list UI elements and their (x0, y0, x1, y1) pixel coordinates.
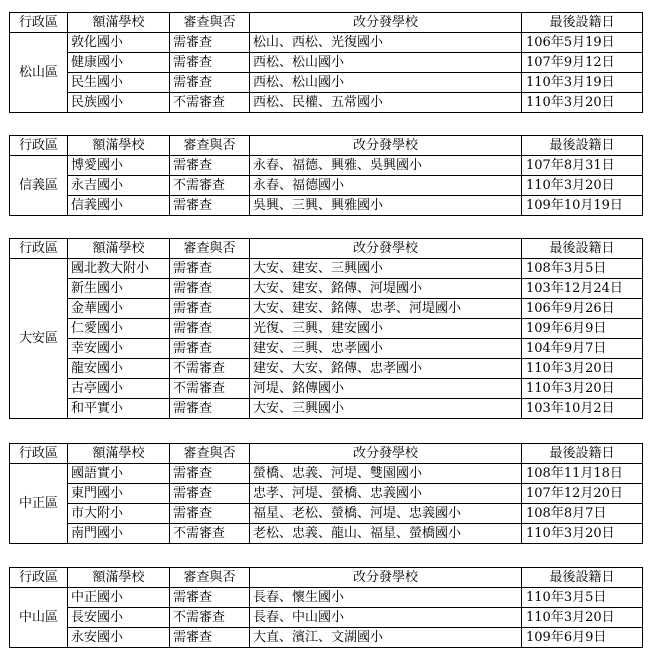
reassign-schools-cell: 長春、懷生國小 (250, 588, 522, 608)
district-name: 松山區 (10, 33, 68, 113)
header-row (10, 444, 643, 464)
table-row (10, 359, 643, 379)
table-row (10, 484, 643, 504)
full-school-cell: 信義國小 (68, 196, 170, 216)
header-last-registration-date: 最後設籍日 (522, 136, 643, 156)
reassign-schools-cell: 永春、福德國小 (250, 176, 522, 196)
table-row (10, 259, 643, 279)
last-registration-date-cell: 107年12月20日 (522, 484, 643, 504)
last-registration-date-cell: 110年3月5日 (522, 588, 643, 608)
reassign-schools-cell: 大安、建安、三興國小 (250, 259, 522, 279)
review-status-cell: 需審查 (170, 279, 250, 299)
header-row (10, 13, 643, 33)
full-school-cell: 國北教大附小 (68, 259, 170, 279)
review-status-cell: 需審查 (170, 73, 250, 93)
reassign-schools-cell: 大安、三興國小 (250, 399, 522, 419)
review-status-cell: 需審查 (170, 464, 250, 484)
reassign-schools-cell: 河堤、銘傳國小 (250, 379, 522, 399)
full-school-cell: 中正國小 (68, 588, 170, 608)
last-registration-date-cell: 108年11月18日 (522, 464, 643, 484)
header-full-school: 額滿學校 (68, 136, 170, 156)
header-district: 行政區 (10, 239, 68, 259)
last-registration-date-cell: 108年8月7日 (522, 504, 643, 524)
last-registration-date-cell: 110年3月20日 (522, 93, 643, 113)
reassign-schools-cell: 大安、建安、銘傳、河堤國小 (250, 279, 522, 299)
review-status-cell: 不需審查 (170, 524, 250, 544)
review-status-cell: 不需審查 (170, 379, 250, 399)
header-full-school: 額滿學校 (68, 13, 170, 33)
reassign-schools-cell: 長春、中山國小 (250, 608, 522, 628)
header-district: 行政區 (10, 568, 68, 588)
table-row (10, 608, 643, 628)
reassign-schools-cell: 大安、建安、銘傳、忠孝、河堤國小 (250, 299, 522, 319)
review-status-cell: 需審查 (170, 156, 250, 176)
last-registration-date-cell: 110年3月19日 (522, 73, 643, 93)
reassign-schools-cell: 光復、三興、建安國小 (250, 319, 522, 339)
district-name: 信義區 (10, 156, 68, 216)
header-district: 行政區 (10, 444, 68, 464)
review-status-cell: 需審查 (170, 259, 250, 279)
full-school-cell: 民生國小 (68, 73, 170, 93)
review-status-cell: 需審查 (170, 196, 250, 216)
last-registration-date-cell: 108年3月5日 (522, 259, 643, 279)
last-registration-date-cell: 107年9月12日 (522, 53, 643, 73)
last-registration-date-cell: 106年5月19日 (522, 33, 643, 53)
review-status-cell: 需審查 (170, 339, 250, 359)
table-row (10, 588, 643, 608)
table-row (10, 319, 643, 339)
full-school-cell: 永安國小 (68, 628, 170, 648)
full-school-cell: 幸安國小 (68, 339, 170, 359)
full-school-cell: 國語實小 (68, 464, 170, 484)
last-registration-date-cell: 106年9月26日 (522, 299, 643, 319)
header-row (10, 136, 643, 156)
district-table (9, 567, 643, 648)
district-name: 大安區 (10, 259, 68, 419)
review-status-cell: 不需審查 (170, 608, 250, 628)
full-school-cell: 和平實小 (68, 399, 170, 419)
table-row (10, 399, 643, 419)
header-last-registration-date: 最後設籍日 (522, 444, 643, 464)
table-row (10, 53, 643, 73)
review-status-cell: 不需審查 (170, 93, 250, 113)
table-row (10, 628, 643, 648)
full-school-cell: 金華國小 (68, 299, 170, 319)
reassign-schools-cell: 西松、松山國小 (250, 53, 522, 73)
reassign-schools-cell: 松山、西松、光復國小 (250, 33, 522, 53)
last-registration-date-cell: 110年3月20日 (522, 608, 643, 628)
header-reassign-school: 改分發學校 (250, 568, 522, 588)
review-status-cell: 需審查 (170, 504, 250, 524)
last-registration-date-cell: 104年9月7日 (522, 339, 643, 359)
table-row (10, 464, 643, 484)
full-school-cell: 健康國小 (68, 53, 170, 73)
review-status-cell: 需審查 (170, 33, 250, 53)
district-name: 中正區 (10, 464, 68, 544)
table-row (10, 379, 643, 399)
header-row (10, 568, 643, 588)
review-status-cell: 需審查 (170, 628, 250, 648)
header-full-school: 額滿學校 (68, 444, 170, 464)
header-full-school: 額滿學校 (68, 568, 170, 588)
full-school-cell: 民族國小 (68, 93, 170, 113)
table-row (10, 339, 643, 359)
full-school-cell: 仁愛國小 (68, 319, 170, 339)
review-status-cell: 不需審查 (170, 176, 250, 196)
header-reassign-school: 改分發學校 (250, 136, 522, 156)
header-review: 審查與否 (170, 239, 250, 259)
review-status-cell: 需審查 (170, 53, 250, 73)
last-registration-date-cell: 110年3月20日 (522, 524, 643, 544)
full-school-cell: 古亭國小 (68, 379, 170, 399)
district-table (9, 238, 643, 419)
header-last-registration-date: 最後設籍日 (522, 13, 643, 33)
reassign-schools-cell: 建安、大安、銘傳、忠孝國小 (250, 359, 522, 379)
table-row (10, 279, 643, 299)
reassign-schools-cell: 老松、忠義、龍山、福星、螢橋國小 (250, 524, 522, 544)
table-row (10, 176, 643, 196)
review-status-cell: 需審查 (170, 319, 250, 339)
header-review: 審查與否 (170, 568, 250, 588)
header-last-registration-date: 最後設籍日 (522, 239, 643, 259)
full-school-cell: 博愛國小 (68, 156, 170, 176)
reassign-schools-cell: 西松、松山國小 (250, 73, 522, 93)
last-registration-date-cell: 109年6月9日 (522, 628, 643, 648)
header-reassign-school: 改分發學校 (250, 13, 522, 33)
header-review: 審查與否 (170, 444, 250, 464)
last-registration-date-cell: 103年12月24日 (522, 279, 643, 299)
full-school-cell: 市大附小 (68, 504, 170, 524)
last-registration-date-cell: 110年3月20日 (522, 379, 643, 399)
reassign-schools-cell: 忠孝、河堤、螢橋、忠義國小 (250, 484, 522, 504)
header-district: 行政區 (10, 136, 68, 156)
full-school-cell: 龍安國小 (68, 359, 170, 379)
header-review: 審查與否 (170, 13, 250, 33)
last-registration-date-cell: 107年8月31日 (522, 156, 643, 176)
reassign-schools-cell: 建安、三興、忠孝國小 (250, 339, 522, 359)
header-reassign-school: 改分發學校 (250, 239, 522, 259)
review-status-cell: 需審查 (170, 588, 250, 608)
reassign-schools-cell: 西松、民權、五常國小 (250, 93, 522, 113)
district-table (9, 135, 643, 216)
district-name: 中山區 (10, 588, 68, 648)
reassign-schools-cell: 大直、濱江、文湖國小 (250, 628, 522, 648)
header-row (10, 239, 643, 259)
review-status-cell: 不需審查 (170, 359, 250, 379)
table-row (10, 299, 643, 319)
last-registration-date-cell: 110年3月20日 (522, 359, 643, 379)
last-registration-date-cell: 109年6月9日 (522, 319, 643, 339)
full-school-cell: 永吉國小 (68, 176, 170, 196)
table-row (10, 33, 643, 53)
full-school-cell: 長安國小 (68, 608, 170, 628)
table-row (10, 524, 643, 544)
full-school-cell: 南門國小 (68, 524, 170, 544)
last-registration-date-cell: 110年3月20日 (522, 176, 643, 196)
full-school-cell: 新生國小 (68, 279, 170, 299)
review-status-cell: 需審查 (170, 299, 250, 319)
header-review: 審查與否 (170, 136, 250, 156)
table-row (10, 73, 643, 93)
full-school-cell: 敦化國小 (68, 33, 170, 53)
header-full-school: 額滿學校 (68, 239, 170, 259)
full-school-cell: 東門國小 (68, 484, 170, 504)
last-registration-date-cell: 103年10月2日 (522, 399, 643, 419)
header-reassign-school: 改分發學校 (250, 444, 522, 464)
review-status-cell: 需審查 (170, 399, 250, 419)
table-row (10, 93, 643, 113)
last-registration-date-cell: 109年10月19日 (522, 196, 643, 216)
header-last-registration-date: 最後設籍日 (522, 568, 643, 588)
reassign-schools-cell: 螢橋、忠義、河堤、雙園國小 (250, 464, 522, 484)
table-row (10, 156, 643, 176)
header-district: 行政區 (10, 13, 68, 33)
review-status-cell: 需審查 (170, 484, 250, 504)
district-table (9, 443, 643, 544)
reassign-schools-cell: 吳興、三興、興雅國小 (250, 196, 522, 216)
table-row (10, 504, 643, 524)
district-table (9, 12, 643, 113)
reassign-schools-cell: 永春、福德、興雅、吳興國小 (250, 156, 522, 176)
table-row (10, 196, 643, 216)
reassign-schools-cell: 福星、老松、螢橋、河堤、忠義國小 (250, 504, 522, 524)
